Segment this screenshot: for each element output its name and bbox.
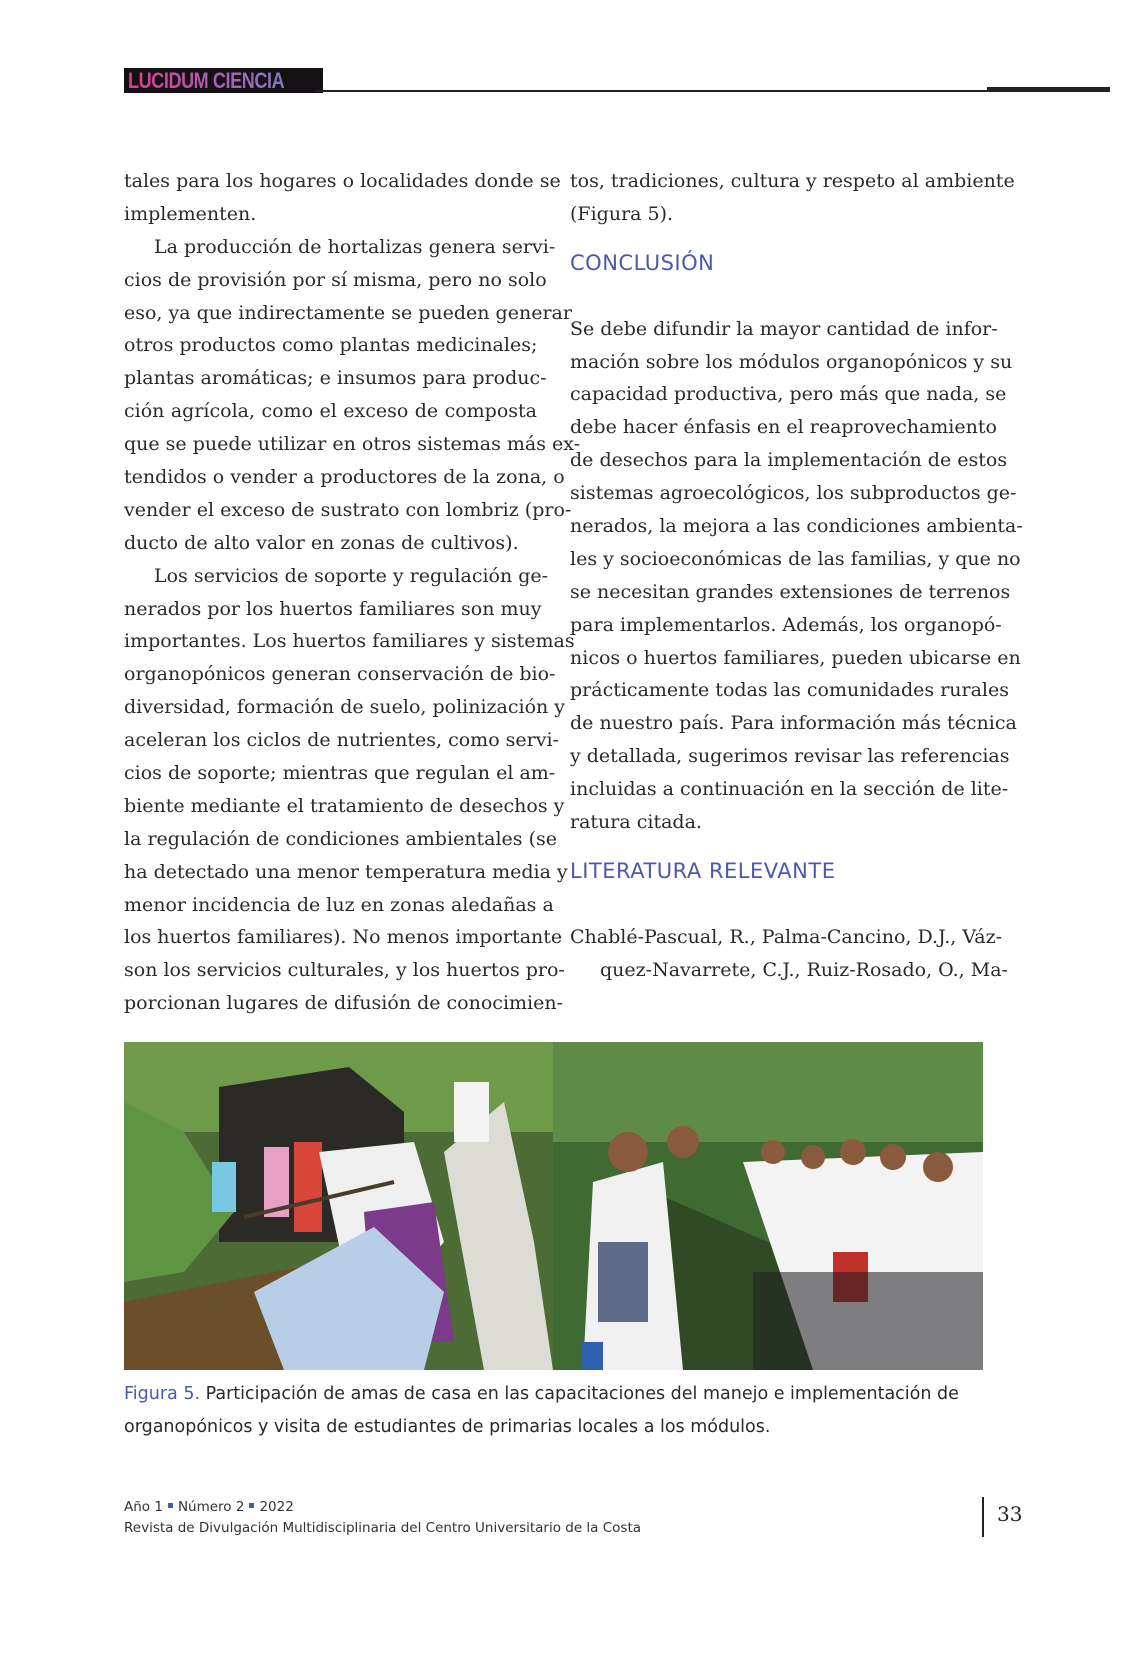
photo-students-scene — [553, 1042, 983, 1370]
text-line: tos, tradiciones, cultura y respeto al ambiente — [570, 170, 1015, 192]
text-line: nerados por los huertos familiares son muy — [124, 597, 542, 620]
caption-text: Participación de amas de casa en las capacitaciones del manejo e implementación de — [205, 1384, 959, 1404]
photo-student-visit — [553, 1042, 983, 1370]
text-line: diversidad, formación de suelo, polinización y — [124, 696, 566, 719]
text-line: plantas aromáticas; e insumos para produc- — [124, 367, 547, 390]
text-line: porcionan lugares de difusión de conocimien- — [124, 992, 564, 1015]
square-bullet-icon — [249, 1503, 254, 1508]
text-line: ción agrícola, como el exceso de composta — [124, 400, 537, 423]
text-line: ha detectado una menor temperatura media y — [124, 860, 568, 883]
text-line: de desechos para la implementación de estos — [570, 449, 1008, 472]
text-line: cios de provisión por sí misma, pero no solo — [124, 268, 547, 291]
issue-year: Año 1 — [124, 1499, 163, 1515]
text-line: tendidos o vender a productores de la zona, o — [124, 466, 565, 489]
text-line: los huertos familiares). No menos importante — [124, 926, 563, 949]
journal-name: LUCIDUM CIENCIA — [128, 67, 285, 93]
text-line: menor incidencia de luz en zonas aledañas a — [124, 893, 554, 916]
header-bar — [987, 87, 1110, 92]
text-line: eso, ya que indirectamente se pueden generar — [124, 301, 572, 324]
reference-line: quez-Navarrete, C.J., Ruiz-Rosado, O., Ma- — [600, 958, 1008, 981]
text-line: cios de soporte; mientras que regulan el am- — [124, 762, 556, 785]
text-line: ratura citada. — [570, 811, 702, 834]
text-line: incluidas a continuación en la sección de lite- — [570, 778, 1009, 801]
square-bullet-icon — [168, 1503, 173, 1508]
issue-info — [124, 1497, 641, 1518]
text-line: debe hacer énfasis en el reaprovechamiento — [570, 416, 997, 439]
text-line: les y socioeconómicas de las familias, y que no — [570, 547, 1021, 570]
text-line: son los servicios culturales, y los huertos pro- — [124, 959, 565, 982]
text-line: (Figura 5). — [570, 202, 674, 225]
right-column — [570, 165, 1023, 987]
text-line: mación sobre los módulos organopónicos y su — [570, 350, 1013, 373]
reference-line: Chablé-Pascual, R., Palma-Cancino, D.J., Váz- — [570, 925, 1003, 948]
photo-compost-scene — [124, 1042, 553, 1370]
text-line: vender el exceso de sustrato con lombriz (pro- — [124, 498, 572, 521]
journal-full-name: Revista de Divulgación Multidisciplinaria del Centro Universitario de la Costa — [124, 1520, 642, 1536]
text-line: sistemas agroecológicos, los subproductos ge- — [570, 482, 1017, 505]
text-line: organopónicos generan conservación de bio- — [124, 663, 556, 686]
caption-text: organopónicos y visita de estudiantes de primarias locales a los módulos. — [124, 1417, 771, 1437]
text-line: nicos o huertos familiares, pueden ubicarse en — [570, 646, 1021, 669]
text-line: Los servicios de soporte y regulación ge- — [154, 564, 549, 587]
text-line: que se puede utilizar en otros sistemas más ex- — [124, 433, 581, 456]
conclusion-heading: CONCLUSIÓN — [570, 250, 715, 275]
text-line: La producción de hortalizas genera servi- — [154, 235, 556, 258]
journal-logo — [124, 68, 323, 93]
figure-label: Figura 5. — [124, 1384, 201, 1404]
text-line: Se debe difundir la mayor cantidad de infor- — [570, 317, 998, 340]
page-number-separator — [982, 1497, 984, 1537]
figure-caption — [124, 1378, 1004, 1444]
text-line: biente mediante el tratamiento de desechos y — [124, 794, 565, 817]
text-line: otros productos como plantas medicinales; — [124, 334, 538, 357]
left-column — [124, 165, 581, 1020]
photo-housewives-training — [124, 1042, 553, 1370]
text-line: de nuestro país. Para información más técnica — [570, 712, 1017, 735]
text-line: tales para los hogares o localidades donde se — [124, 170, 561, 192]
page-number: 33 — [997, 1502, 1023, 1526]
text-line: importantes. Los huertos familiares y sistemas — [124, 630, 575, 653]
text-line: se necesitan grandes extensiones de terrenos — [570, 580, 1011, 603]
issue-number: Número 2 — [177, 1499, 245, 1515]
text-line: y detallada, sugerimos revisar las referencias — [570, 745, 1010, 768]
text-line: la regulación de condiciones ambientales (se — [124, 827, 557, 850]
text-line: para implementarlos. Además, los organopó- — [570, 613, 1002, 636]
header-rule — [315, 90, 987, 92]
issue-date: 2022 — [259, 1499, 294, 1515]
text-line: implementen. — [124, 202, 257, 225]
text-line: nerados, la mejora a las condiciones ambienta- — [570, 515, 1023, 538]
text-line: prácticamente todas las comunidades rurales — [570, 679, 1009, 702]
text-line: capacidad productiva, pero más que nada, se — [570, 383, 1007, 406]
text-line: aceleran los ciclos de nutrientes, como servi- — [124, 729, 559, 752]
literature-heading: LITERATURA RELEVANTE — [570, 858, 836, 883]
footer — [124, 1497, 641, 1539]
text-line: ducto de alto valor en zonas de cultivos). — [124, 531, 519, 554]
